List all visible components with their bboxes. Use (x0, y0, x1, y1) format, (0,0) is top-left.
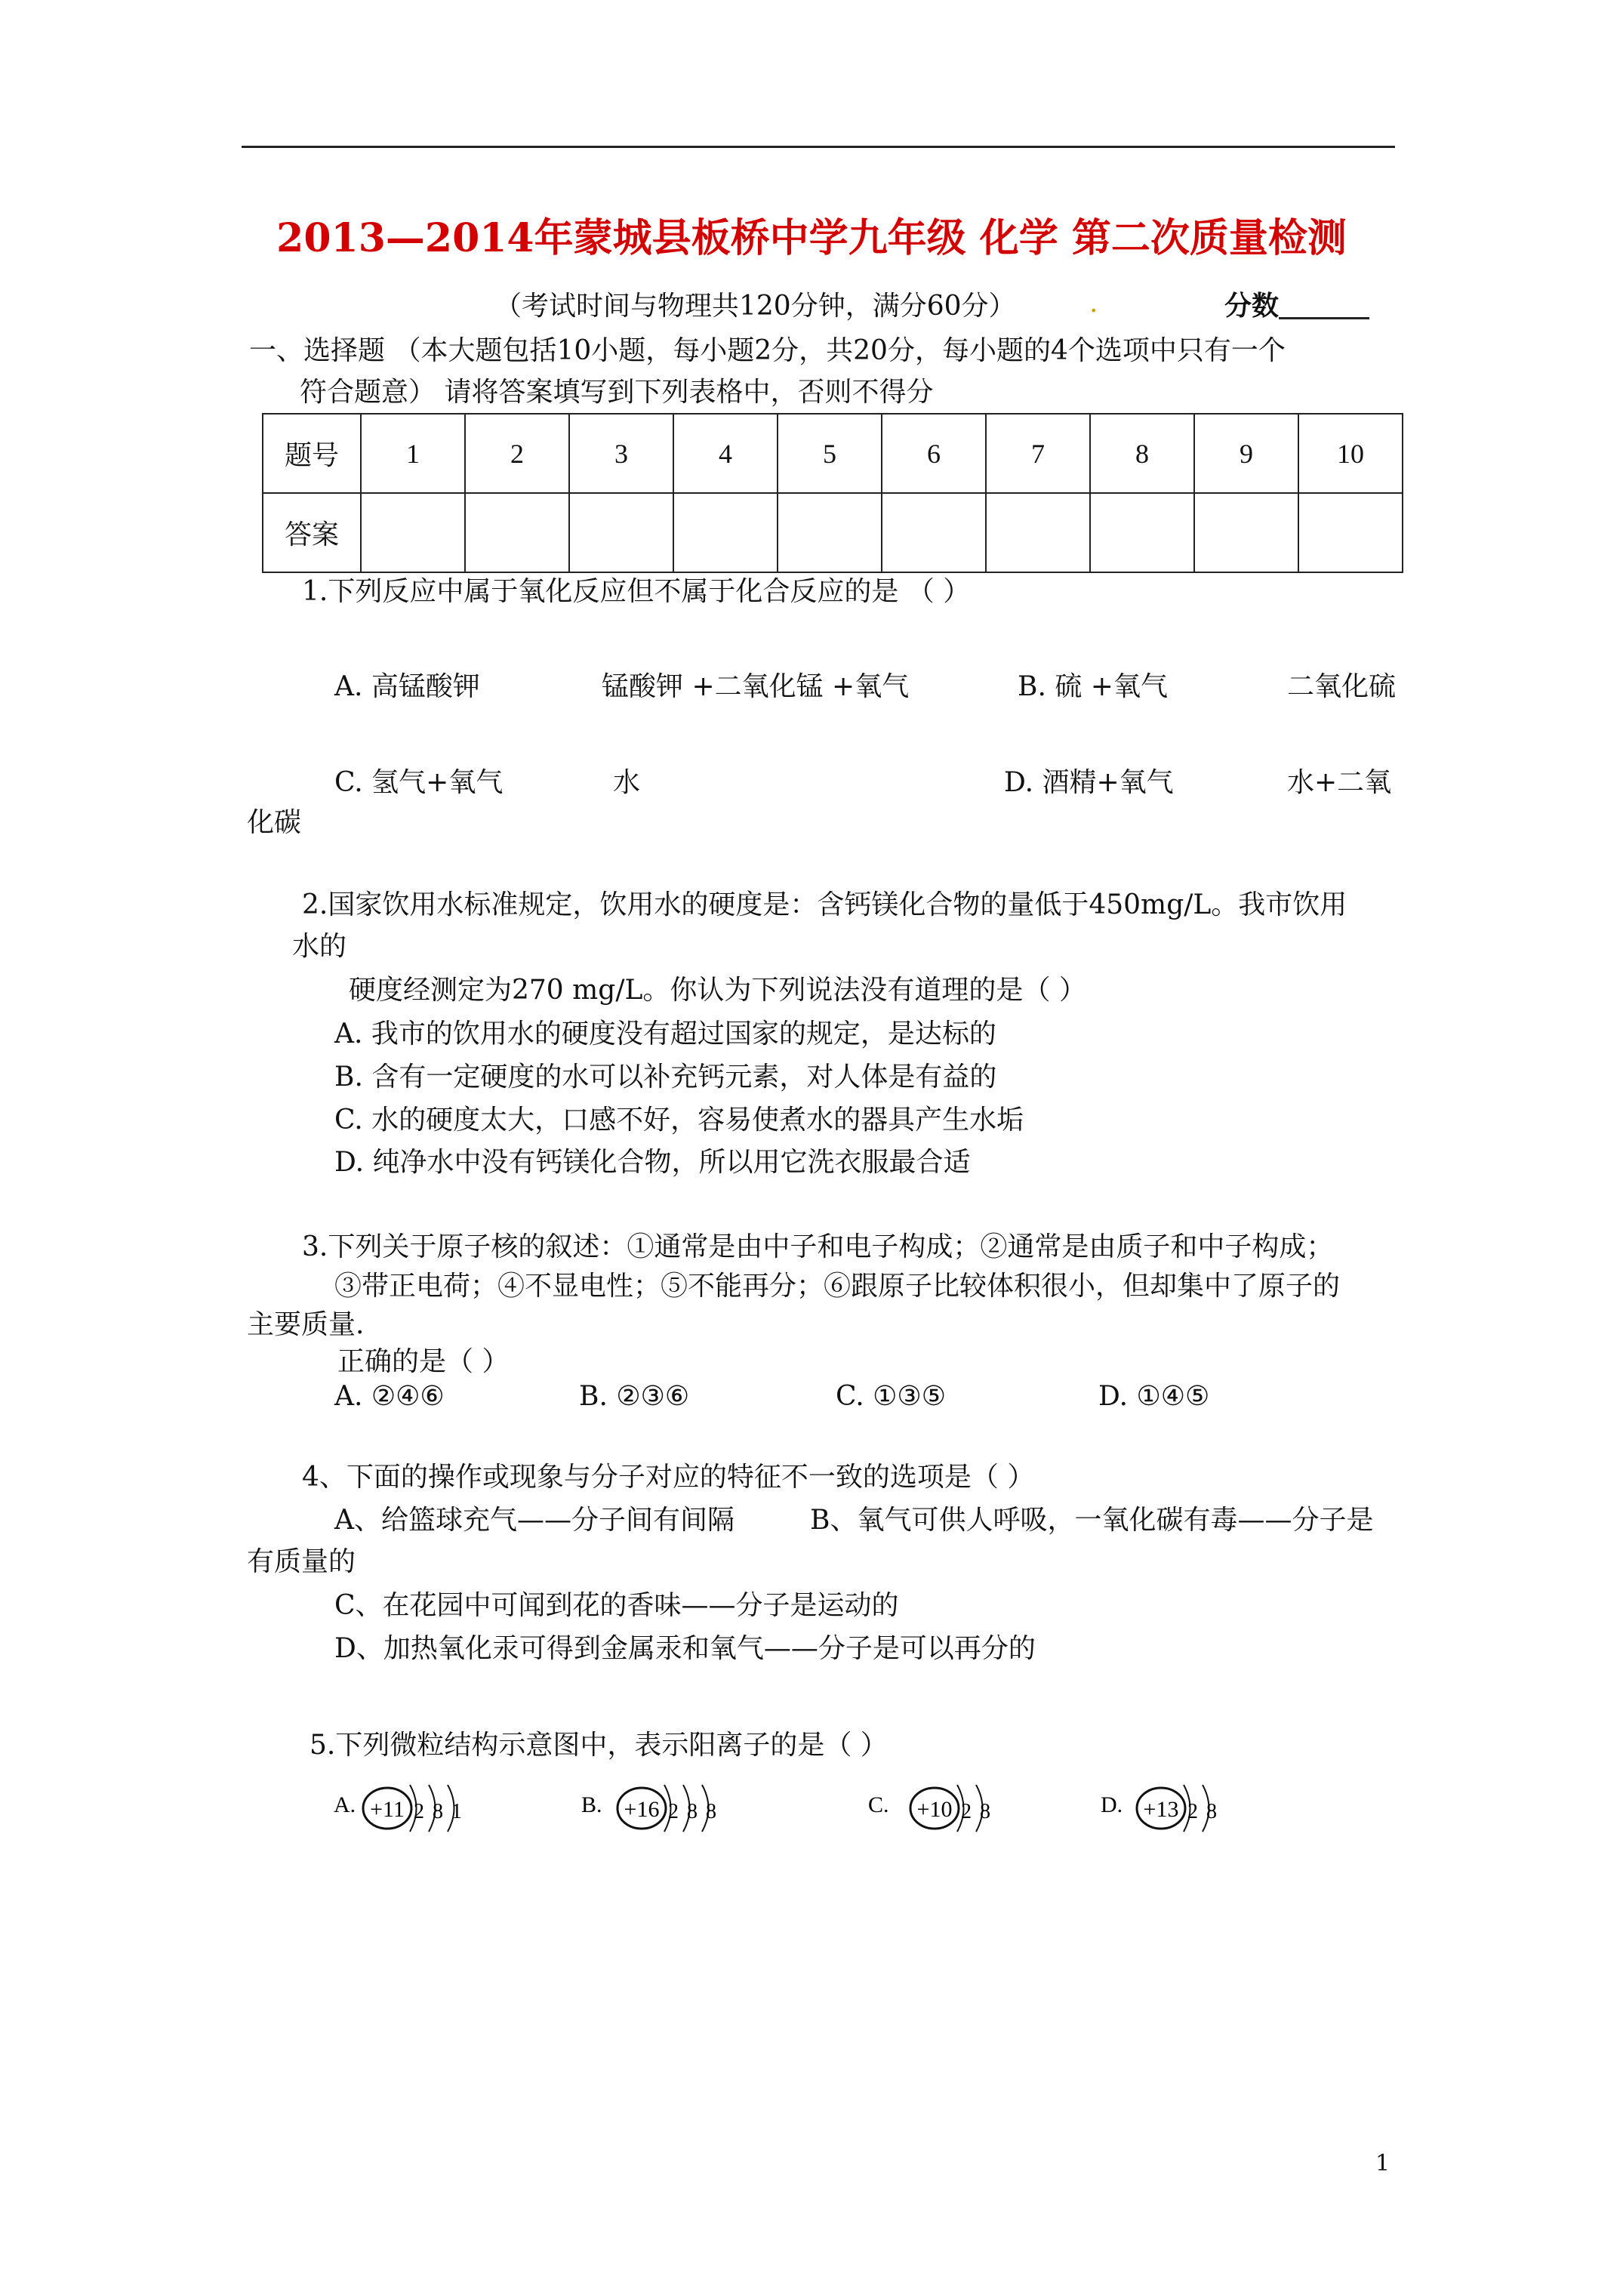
shell-electron-count: 2 (414, 1800, 424, 1823)
stray-dot: . (1089, 288, 1098, 319)
answer-table-number-row (263, 414, 1403, 493)
shell-electron-count: 8 (433, 1800, 443, 1823)
q1-option-b-left: B. 硫 +氧气 (1018, 671, 1168, 702)
q1-option-d-left: D. 酒精+氧气 (1004, 767, 1174, 798)
nucleus-charge: +11 (370, 1797, 405, 1822)
q2-line3: 硬度经测定为270 mg/L。你认为下列说法没有道理的是（ ） (349, 975, 1086, 1006)
answer-cell[interactable] (778, 493, 882, 572)
answer-cell[interactable] (361, 493, 465, 572)
shell-electron-count: 8 (687, 1800, 698, 1823)
q5-option-b-atom-diagram (581, 1774, 747, 1842)
answer-cell[interactable] (465, 493, 569, 572)
shell-electron-count: 1 (451, 1800, 462, 1823)
q3-line4: 正确的是（ ） (337, 1346, 510, 1377)
answer-cell[interactable] (569, 493, 673, 572)
q4-option-a: A、给篮球充气——分子间有间隔 (334, 1505, 735, 1536)
answer-table-number: 8 (1090, 414, 1194, 493)
q1-stem: 1.下列反应中属于氧化反应但不属于化合反应的是 （ ） (302, 576, 971, 607)
answer-cell[interactable] (986, 493, 1090, 572)
q1-option-c-right: 水 (613, 767, 641, 798)
answer-table (262, 413, 1403, 573)
header-rule (242, 146, 1395, 148)
answer-table-row1-label: 题号 (263, 414, 361, 493)
q4-option-b-wrap: 有质量的 (247, 1546, 356, 1577)
q1-option-c-left: C. 氢气+氧气 (334, 767, 504, 798)
q3-option-b: B. ②③⑥ (579, 1381, 690, 1412)
answer-table-number: 4 (673, 414, 778, 493)
section1-heading-line1: 一、选择题 （本大题包括10小题，每小题2分，共20分，每小题的4个选项中只有一个 (249, 335, 1286, 366)
q3-line1: 3.下列关于原子核的叙述：①通常是由中子和电子构成；②通常是由质子和中子构成； (302, 1231, 1334, 1262)
score-label: 分数 (1224, 291, 1280, 322)
q2-option-c: C. 水的硬度太大，口感不好，容易使煮水的器具产生水垢 (334, 1105, 1024, 1136)
answer-table-number: 3 (569, 414, 673, 493)
nucleus-charge: +16 (624, 1797, 660, 1822)
page-number: 1 (1375, 2150, 1390, 2177)
page-title: 2013—2014年蒙城县板桥中学九年级 化学 第二次质量检测 (276, 215, 1347, 261)
q5-option-label: B. (581, 1792, 602, 1817)
answer-table-row2-label: 答案 (263, 493, 361, 572)
answer-table-number: 7 (986, 414, 1090, 493)
answer-table-number: 9 (1194, 414, 1298, 493)
nucleus-charge: +10 (916, 1797, 953, 1822)
q3-option-a: A. ②④⑥ (334, 1381, 445, 1412)
q5-option-label: C. (868, 1792, 889, 1817)
q1-option-a-left: A. 高锰酸钾 (334, 671, 480, 702)
nucleus-charge: +13 (1143, 1797, 1179, 1822)
answer-table-number: 1 (361, 414, 465, 493)
q1-option-d-right: 水+二氧 (1287, 767, 1392, 798)
score-field[interactable] (1224, 290, 1369, 323)
q5-option-a-atom-diagram (334, 1774, 500, 1842)
shell-electron-count: 8 (706, 1800, 716, 1823)
q5-option-d-atom-diagram (1101, 1774, 1252, 1842)
q2-option-d: D. 纯净水中没有钙镁化合物，所以用它洗衣服最合适 (334, 1147, 971, 1178)
q2-option-a: A. 我市的饮用水的硬度没有超过国家的规定，是达标的 (334, 1019, 996, 1049)
q2-line2: 水的 (292, 931, 347, 962)
shell-electron-count: 2 (961, 1800, 972, 1823)
q4-option-d: D、加热氧化汞可得到金属汞和氧气——分子是可以再分的 (334, 1633, 1036, 1664)
shell-electron-count: 8 (1206, 1800, 1217, 1823)
q3-option-d: D. ①④⑤ (1098, 1381, 1210, 1412)
q5-option-c-atom-diagram (868, 1774, 1019, 1842)
answer-table-number: 10 (1298, 414, 1403, 493)
answer-table-number: 2 (465, 414, 569, 493)
q1-option-b-right: 二氧化硫 (1287, 671, 1397, 702)
q3-option-c: C. ①③⑤ (836, 1381, 946, 1412)
q4-stem: 4、下面的操作或现象与分子对应的特征不一致的选项是（ ） (302, 1462, 1035, 1493)
q5-option-label: A. (334, 1792, 356, 1817)
section1-heading-line2: 符合题意） 请将答案填写到下列表格中，否则不得分 (300, 377, 934, 408)
q2-option-b: B. 含有一定硬度的水可以补充钙元素，对人体是有益的 (334, 1062, 997, 1093)
exam-info: （考试时间与物理共120分钟，满分60分） (494, 291, 1016, 322)
q5-stem: 5.下列微粒结构示意图中，表示阳离子的是（ ） (310, 1730, 888, 1761)
answer-cell[interactable] (1194, 493, 1298, 572)
shell-electron-count: 2 (1187, 1800, 1198, 1823)
answer-cell[interactable] (1090, 493, 1194, 572)
answer-table-number: 6 (882, 414, 986, 493)
answer-table-number: 5 (778, 414, 882, 493)
q5-option-label: D. (1101, 1792, 1123, 1817)
q4-option-b: B、氧气可供人呼吸，一氧化碳有毒——分子是 (810, 1505, 1374, 1536)
shell-electron-count: 8 (980, 1800, 990, 1823)
answer-table-answer-row (263, 493, 1403, 572)
score-blank[interactable] (1279, 290, 1369, 319)
q4-option-c: C、在花园中可闻到花的香味——分子是运动的 (334, 1590, 899, 1621)
answer-cell[interactable] (882, 493, 986, 572)
q2-line1: 2.国家饮用水标准规定，饮用水的硬度是：含钙镁化合物的量低于450mg/L。我市饮用 (302, 889, 1347, 920)
q3-line3: 主要质量. (247, 1309, 365, 1340)
q3-line2: ③带正电荷；④不显电性；⑤不能再分；⑥跟原子比较体积很小，但却集中了原子的 (334, 1271, 1341, 1302)
q1-option-a-right: 锰酸钾 +二氧化锰 +氧气 (602, 671, 910, 702)
shell-electron-count: 2 (668, 1800, 679, 1823)
q1-option-d-wrap: 化碳 (247, 807, 302, 838)
answer-cell[interactable] (673, 493, 778, 572)
answer-cell[interactable] (1298, 493, 1403, 572)
